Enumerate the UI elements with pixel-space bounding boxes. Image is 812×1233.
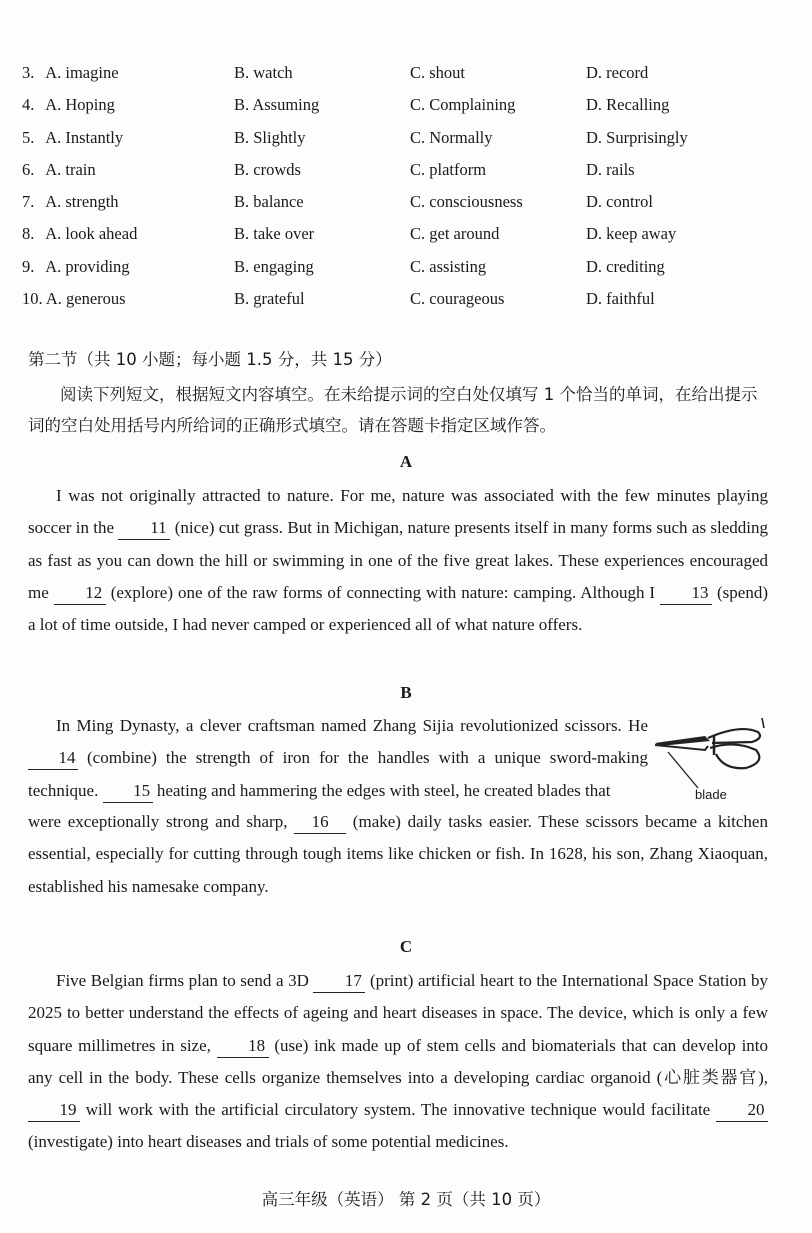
option-b: B. Assuming [234, 95, 320, 115]
option-b: B. grateful [234, 289, 305, 309]
passage-text: (nice) cut grass. But in Michigan, nature presents itself in many forms such as sledding as fast as you can down the hill or swimming in one of the five great lakes. These experiences encouraged me [28, 518, 768, 602]
passage-text: will work with the artificial circulatory system. The innovative technique would facilitate [80, 1100, 716, 1120]
option-c: C. Normally [410, 127, 493, 147]
passage-a [28, 480, 768, 641]
passage-text: (explore) one of the raw forms of connecting with nature: camping. Although I [105, 582, 661, 602]
question-number: 8. [22, 224, 35, 244]
option-b: B. balance [234, 192, 304, 212]
passage-text: (combine) the strength of iron for the handles with a unique sword-making technique. [28, 748, 648, 800]
choice-row [22, 252, 792, 284]
option-c: C. courageous [410, 289, 505, 309]
option-a: A. imagine [45, 63, 119, 82]
choice-row [22, 284, 792, 316]
blank-11[interactable]: 11 [118, 517, 170, 540]
passage-text: heating and hammering the edges with steel, he created blades that [152, 780, 611, 800]
option-c: C. platform [410, 159, 487, 179]
choice-row [22, 187, 792, 219]
question-number: 10. [22, 289, 43, 309]
passage-text: (print) artificial heart to the International Space Station by 2025 to better understand the effects of ageing and heart diseases in space. The device, which is only a few square millimetres in size, [28, 971, 768, 1055]
option-a: A. train [45, 159, 96, 179]
option-c: C. shout [410, 63, 466, 82]
passage-text: I was not originally attracted to nature. For me, nature was associated with the few minutes playing soccer in the [28, 486, 768, 538]
passage-text: In Ming Dynasty, a clever craftsman named Zhang Sijia revolutionized scissors. He [56, 716, 648, 735]
question-number: 7. [22, 192, 35, 212]
option-c: C. get around [410, 224, 500, 244]
passage-a-title: A [399, 452, 413, 471]
choice-row [22, 155, 792, 187]
choice-row [22, 123, 792, 155]
blank-15[interactable]: 15 [103, 780, 153, 803]
blank-17[interactable]: 17 [313, 970, 365, 993]
choice-list [22, 58, 792, 316]
section-instructions: 阅读下列短文，根据短文内容填空。在未给提示词的空白处仅填写 1 个恰当的单词，在给出提示词的空白处用括号内所给词的正确形式填空。请在答题卡指定区域作答。 [28, 385, 758, 435]
option-b: B. engaging [234, 256, 314, 276]
choice-row [22, 58, 792, 90]
passage-c [28, 965, 768, 1159]
passage-text: were exceptionally strong and sharp, [28, 812, 295, 831]
question-number: 3. [22, 63, 35, 82]
passage-text: (use) ink made up of stem cells and biomaterials that can develop into any cell in the body. These cells organize themselves into a developing cardiac organoid (心脏类器官), [28, 1035, 769, 1087]
passage-b-bottom [28, 806, 768, 903]
option-d: D. Recalling [586, 95, 670, 115]
passage-b-title: B [400, 683, 412, 702]
option-b: B. watch [234, 63, 293, 82]
option-d: D. faithful [586, 289, 655, 309]
option-d: D. record [586, 63, 649, 82]
blank-16[interactable]: 16 [294, 811, 346, 834]
section-heading: 第二节（共 10 小题；每小题 1.5 分，共 15 分） [28, 350, 392, 369]
option-a: A. Instantly [45, 127, 124, 147]
question-number: 5. [22, 127, 35, 147]
option-d: D. Surprisingly [586, 127, 688, 147]
passage-text: Five Belgian firms plan to send a 3D [56, 971, 314, 990]
blank-13[interactable]: 13 [660, 582, 712, 605]
option-a: A. providing [45, 256, 130, 276]
choice-row [22, 90, 792, 122]
blade-label: blade [695, 787, 727, 802]
blank-19[interactable]: 19 [28, 1099, 80, 1122]
option-c: C. Complaining [410, 95, 516, 115]
passage-b-top [28, 710, 648, 807]
option-d: D. rails [586, 159, 635, 179]
choice-row [22, 219, 792, 251]
passage-text: (investigate) into heart diseases and trials of some potential medicines. [28, 1132, 509, 1152]
option-a: A. strength [45, 192, 119, 212]
option-d: D. crediting [586, 256, 665, 276]
option-a: A. Hoping [45, 95, 115, 115]
option-a: A. look ahead [45, 224, 138, 244]
option-c: C. assisting [410, 256, 487, 276]
blank-20[interactable]: 20 [716, 1099, 768, 1122]
option-b: B. crowds [234, 159, 301, 179]
blank-14[interactable]: 14 [28, 747, 78, 770]
option-b: B. Slightly [234, 127, 306, 147]
option-a: A. generous [45, 289, 126, 309]
question-number: 9. [22, 256, 35, 276]
blank-12[interactable]: 12 [54, 582, 106, 605]
option-b: B. take over [234, 224, 315, 244]
passage-text: (make) daily tasks easier. These scissors became a kitchen essential, especially for cutting through tough items like chicken or fish. In 1628, his son, Zhang Xiaoquan, established his namesake company. [28, 812, 768, 896]
passage-text: (spend) a lot of time outside, I had never camped or experienced all of what nature offers. [28, 582, 768, 635]
question-number: 6. [22, 159, 35, 179]
option-c: C. consciousness [410, 192, 523, 212]
option-d: D. keep away [586, 224, 677, 244]
option-d: D. control [586, 192, 653, 212]
question-number: 4. [22, 95, 35, 115]
page-footer: 高三年级（英语） 第 2 页（共 10 页） [261, 1190, 551, 1209]
blank-18[interactable]: 18 [217, 1035, 269, 1058]
passage-c-title: C [399, 937, 413, 956]
